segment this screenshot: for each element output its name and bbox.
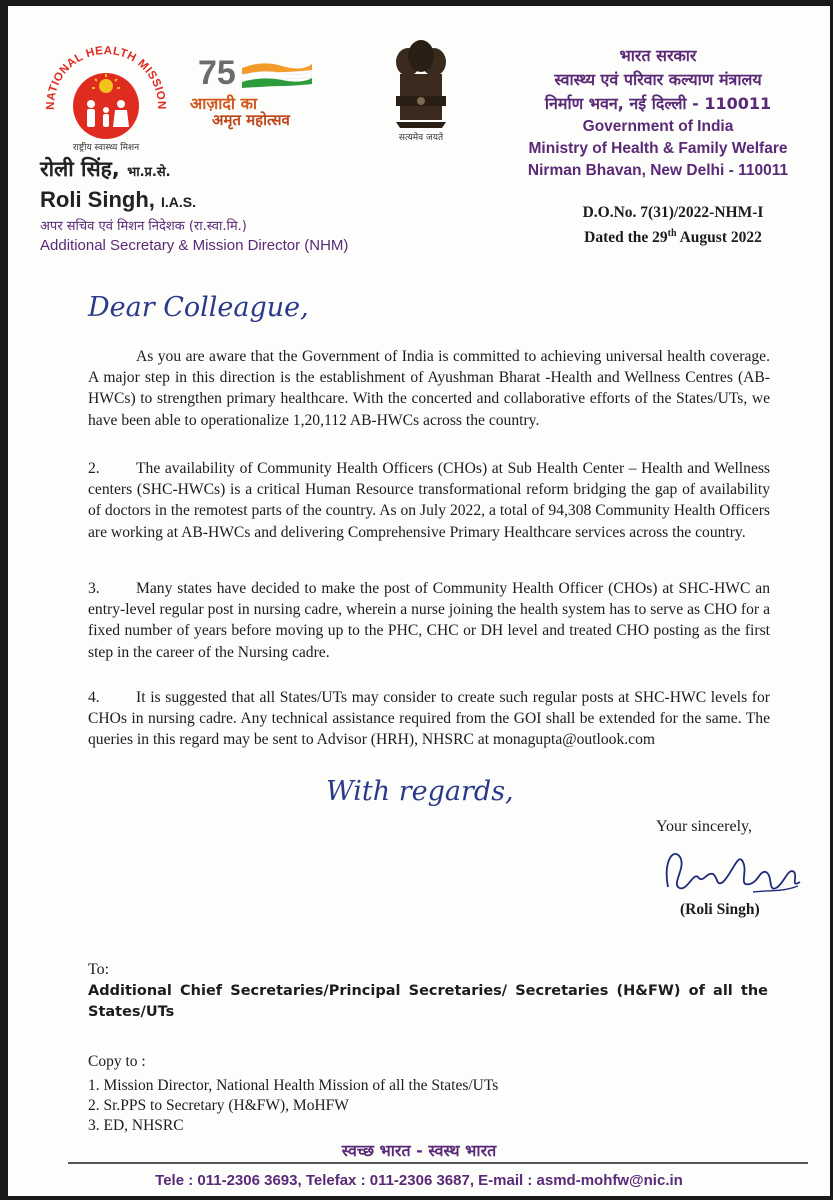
officer-name-hindi-text: रोली सिंह, xyxy=(40,157,120,181)
paragraph-3-text: Many states have decided to make the post of Community Health Officer (CHOs) at SHC-HWC an entry-level regular post in nursing cadre, wherein a nurse joining the health system has to serve as CHO for a fixed number of years before moving up to the PHC, CHC or DH level and treated CHO posting as the first step in the career of the Nursing cadre. xyxy=(88,580,770,661)
footer-contact: Tele : 011-2306 3693, Telefax : 011-2306 3687, E-mail : asmd-mohfw@nic.in xyxy=(155,1172,683,1189)
address-hindi: निर्माण भवन, नई दिल्ली - 110011 xyxy=(544,94,772,113)
azadi-line2: अमृत महोत्सव xyxy=(212,111,290,129)
ministry-english: Ministry of Health & Family Welfare xyxy=(528,140,788,157)
paragraph-2 xyxy=(88,458,770,543)
closing-line: Your sincerely, xyxy=(656,818,752,835)
azadi-logo xyxy=(190,54,320,134)
gov-english: Government of India xyxy=(582,118,734,135)
do-number: D.O.No. 7(31)/2022-NHM-I xyxy=(582,204,764,221)
officer-name-hindi xyxy=(40,156,440,186)
signatory-name: (Roli Singh) xyxy=(680,901,760,918)
government-header xyxy=(508,44,808,182)
date-sup: th xyxy=(667,228,677,239)
azadi-line1: आज़ादी का xyxy=(190,94,258,113)
paragraph-2-text: The availability of Community Health Officers (CHOs) at Sub Health Center – Health and Wellness centers (SHC-HWCs) is a critical Human Resource transformational reform bridging the gap of availability of doctors in the remotest parts of the country. As on July 2022, a total of 94,308 Community Health Officers are working at AB-HWCs and delivering Comprehensive Primary Healthcare services across the country. xyxy=(88,460,770,541)
designation-english: Additional Secretary & Mission Director (NHM) xyxy=(40,237,349,254)
gov-hindi: भारत सरकार xyxy=(619,46,697,65)
to-recipients: Additional Chief Secretaries/Principal Secretaries/ Secretaries (H&FW) of all the States/UTs xyxy=(88,983,768,1020)
copy-item: 1. Mission Director, National Health Mission of all the States/UTs xyxy=(88,1077,499,1094)
paragraph-1-text: As you are aware that the Government of India is committed to achieving universal health coverage. A major step in this direction is the establishment of Ayushman Bharat -Health and Wellness Centres (AB-HWCs) to strengthen primary healthcare. With the concerted and collaborative efforts of the States/UTs, we have been able to operationalize 1,20,112 AB-HWCs across the country. xyxy=(88,348,770,429)
paragraph-3 xyxy=(88,578,770,663)
copy-item: 3. ED, NHSRC xyxy=(88,1117,184,1134)
azadi-number: 75 xyxy=(198,54,236,92)
lion-capital-icon xyxy=(386,34,456,130)
officer-service-hindi: भा.प्र.से. xyxy=(127,165,171,180)
nhm-ring-text: NATIONAL HEALTH MISSION xyxy=(44,44,168,110)
signature xyxy=(658,842,808,902)
address-english: Nirman Bhavan, New Delhi - 110011 xyxy=(527,162,789,179)
officer-name-english xyxy=(40,186,440,216)
paragraph-3-number: 3. xyxy=(88,580,100,597)
letter-date xyxy=(548,223,798,248)
reference-block xyxy=(548,202,798,248)
handwritten-regards: With regards, xyxy=(326,776,514,807)
designation-hindi: अपर सचिव एवं मिशन निदेशक (रा.स्वा.मि.) xyxy=(40,219,247,234)
nhm-hindi-caption: राष्ट्रीय स्वास्थ्य मिशन xyxy=(72,143,140,153)
footer-slogan: स्वच्छ भारत - स्वस्थ भारत xyxy=(341,1141,497,1160)
tricolor-wave-icon xyxy=(242,60,312,90)
paragraph-1 xyxy=(88,346,770,431)
emblem-motto: सत्यमेव जयते xyxy=(398,133,444,143)
ministry-hindi: स्वास्थ्य एवं परिवार कल्याण मंत्रालय xyxy=(554,70,762,89)
paragraph-2-number: 2. xyxy=(88,460,100,477)
paragraph-4-text: It is suggested that all States/UTs may consider to create such regular posts at SHC-HWC levels for CHOs in nursing cadre. Any technical assistance required from the GOI shall be extended for the same. The queries in this regard may be sent to Advisor (HRH), NHSRC at monagupta@outlook.com xyxy=(88,689,770,749)
state-emblem xyxy=(386,34,456,144)
footer-divider xyxy=(68,1162,808,1164)
date-prefix: Dated the 29 xyxy=(584,229,668,247)
letter-page xyxy=(8,6,830,1196)
to-label: To: xyxy=(88,961,110,978)
salutation: Dear Colleague, xyxy=(88,292,309,323)
copy-to-label: Copy to : xyxy=(88,1053,146,1070)
date-suffix: August 2022 xyxy=(676,229,762,247)
officer-service-english: I.A.S. xyxy=(161,194,197,210)
officer-block xyxy=(40,156,440,256)
paragraph-4 xyxy=(88,687,770,751)
copy-item: 2. Sr.PPS to Secretary (H&FW), MoHFW xyxy=(88,1097,349,1114)
officer-name-english-text: Roli Singh, xyxy=(40,187,155,212)
copy-to-block xyxy=(88,1052,498,1136)
nhm-logo xyxy=(36,44,176,154)
paragraph-4-number: 4. xyxy=(88,689,100,706)
